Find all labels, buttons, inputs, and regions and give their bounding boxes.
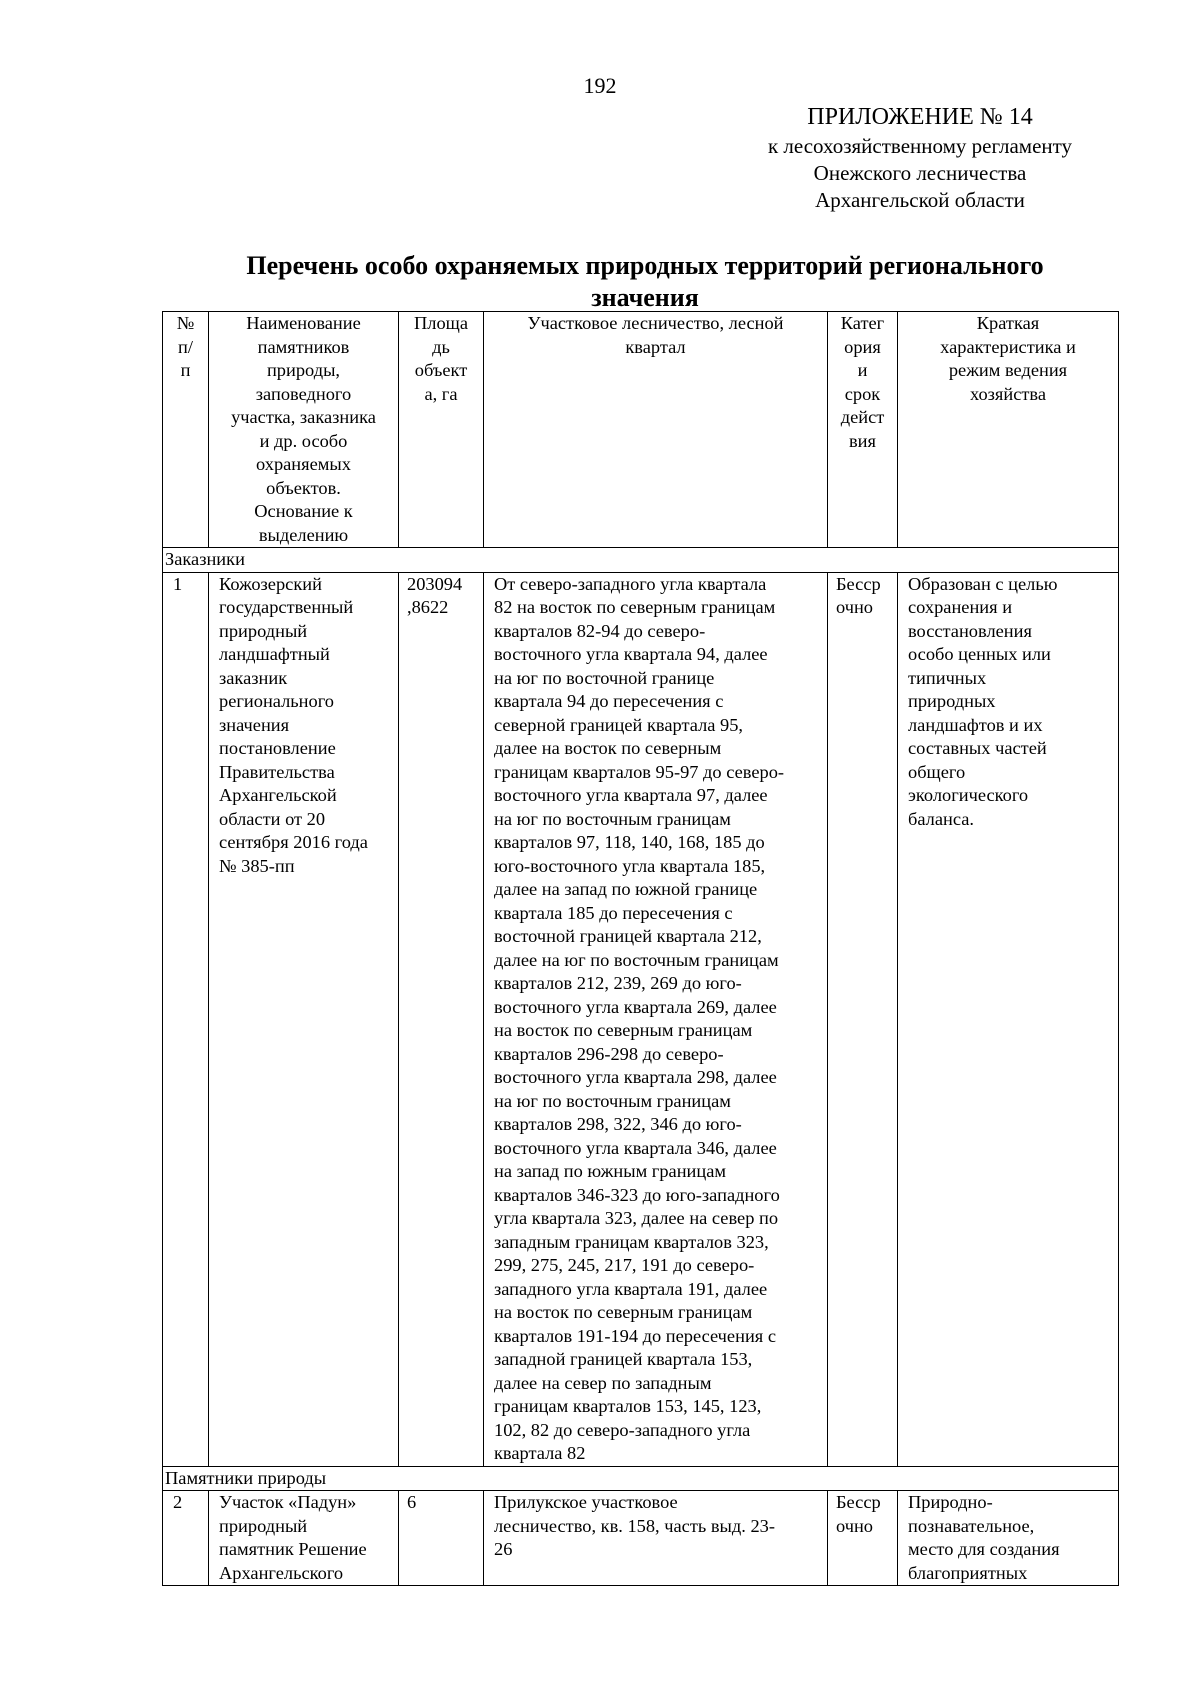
row-name: Кожозерский государственный природный ландшафтный заказник регионального значения постановление Правительства Архангельской области от 20 сентября 2016 года № 385-пп — [209, 572, 399, 1466]
appendix-line-2: Онежского лесничества — [813, 161, 1027, 185]
section-title-reserves: Заказники — [163, 548, 1119, 573]
table-row — [163, 572, 1119, 1466]
row-description: Образован с целью сохранения и восстановления особо ценных или типичных природных ландшафтов и их составных частей общего экологического баланса. — [898, 572, 1119, 1466]
table-row — [163, 1491, 1119, 1586]
header-area: Площа дь объект а, га — [399, 312, 484, 548]
page-number: 192 — [583, 73, 617, 98]
row-number: 2 — [163, 1491, 209, 1586]
header-location: Участковое лесничество, лесной квартал — [484, 312, 828, 548]
section-row — [163, 548, 1119, 573]
appendix-line-3: Архангельской области — [815, 188, 1025, 212]
header-category: Катег ория и срок дейст вия — [828, 312, 898, 548]
section-title-monuments: Памятники природы — [163, 1466, 1119, 1491]
row-description: Природно- познавательное, место для создания благоприятных — [898, 1491, 1119, 1586]
row-category: Бесср очно — [828, 1491, 898, 1586]
header-name: Наименование памятников природы, заповедного участка, заказника и др. особо охраняемых объектов. Основание к выделению — [209, 312, 399, 548]
appendix-header — [700, 101, 1140, 214]
table-header-row — [163, 312, 1119, 548]
row-location: Прилукское участковое лесничество, кв. 158, часть выд. 23- 26 — [484, 1491, 828, 1586]
appendix-line-1: к лесохозяйственному регламенту — [767, 134, 1073, 158]
document-title: Перечень особо охраняемых природных территорий регионального значения — [246, 251, 1044, 312]
row-location: От северо-западного угла квартала 82 на восток по северным границам кварталов 82-94 до северо- восточного угла квартала 94, далее на юг по восточной границе квартала 94 до пересечения с северной границей квартала 95, далее на восток по северным границам кварталов 95-97 до северо- восточного угла квартала 97, далее на юг по восточным границам кварталов 97, 118, 140, 168, 185 до юго-восточного угла квартала 185, далее на запад по южной границе квартала 185 до пересечения с восточной границей квартала 212, далее на юг по восточным границам кварталов 212, 239, 269 до юго- восточного угла квартала 269, далее на восток по северным границам кварталов 296-298 до северо- восточного угла квартала 298, далее на юг по восточным границам кварталов 298, 322, 346 до юго- восточного угла квартала 346, далее на запад по южным границам кварталов 346-323 до юго-западного угла квартала 323, далее на север по западным границам кварталов 323, 299, 275, 245, 217, 191 до северо- западного угла квартала 191, далее на восток по северным границам кварталов 191-194 до пересечения с западной границей квартала 153, далее на север по западным границам кварталов 153, 145, 123, 102, 82 до северо-западного угла квартала 82 — [484, 572, 828, 1466]
header-number: № п/ п — [163, 312, 209, 548]
row-name: Участок «Падун» природный памятник Решение Архангельского — [209, 1491, 399, 1586]
section-row — [163, 1466, 1119, 1491]
protected-areas-table — [162, 311, 1119, 1586]
row-category: Бесср очно — [828, 572, 898, 1466]
row-area: 203094 ,8622 — [399, 572, 484, 1466]
appendix-title: ПРИЛОЖЕНИЕ № 14 — [807, 104, 1033, 130]
header-description: Краткая характеристика и режим ведения хозяйства — [898, 312, 1119, 548]
row-number: 1 — [163, 572, 209, 1466]
row-area: 6 — [399, 1491, 484, 1586]
